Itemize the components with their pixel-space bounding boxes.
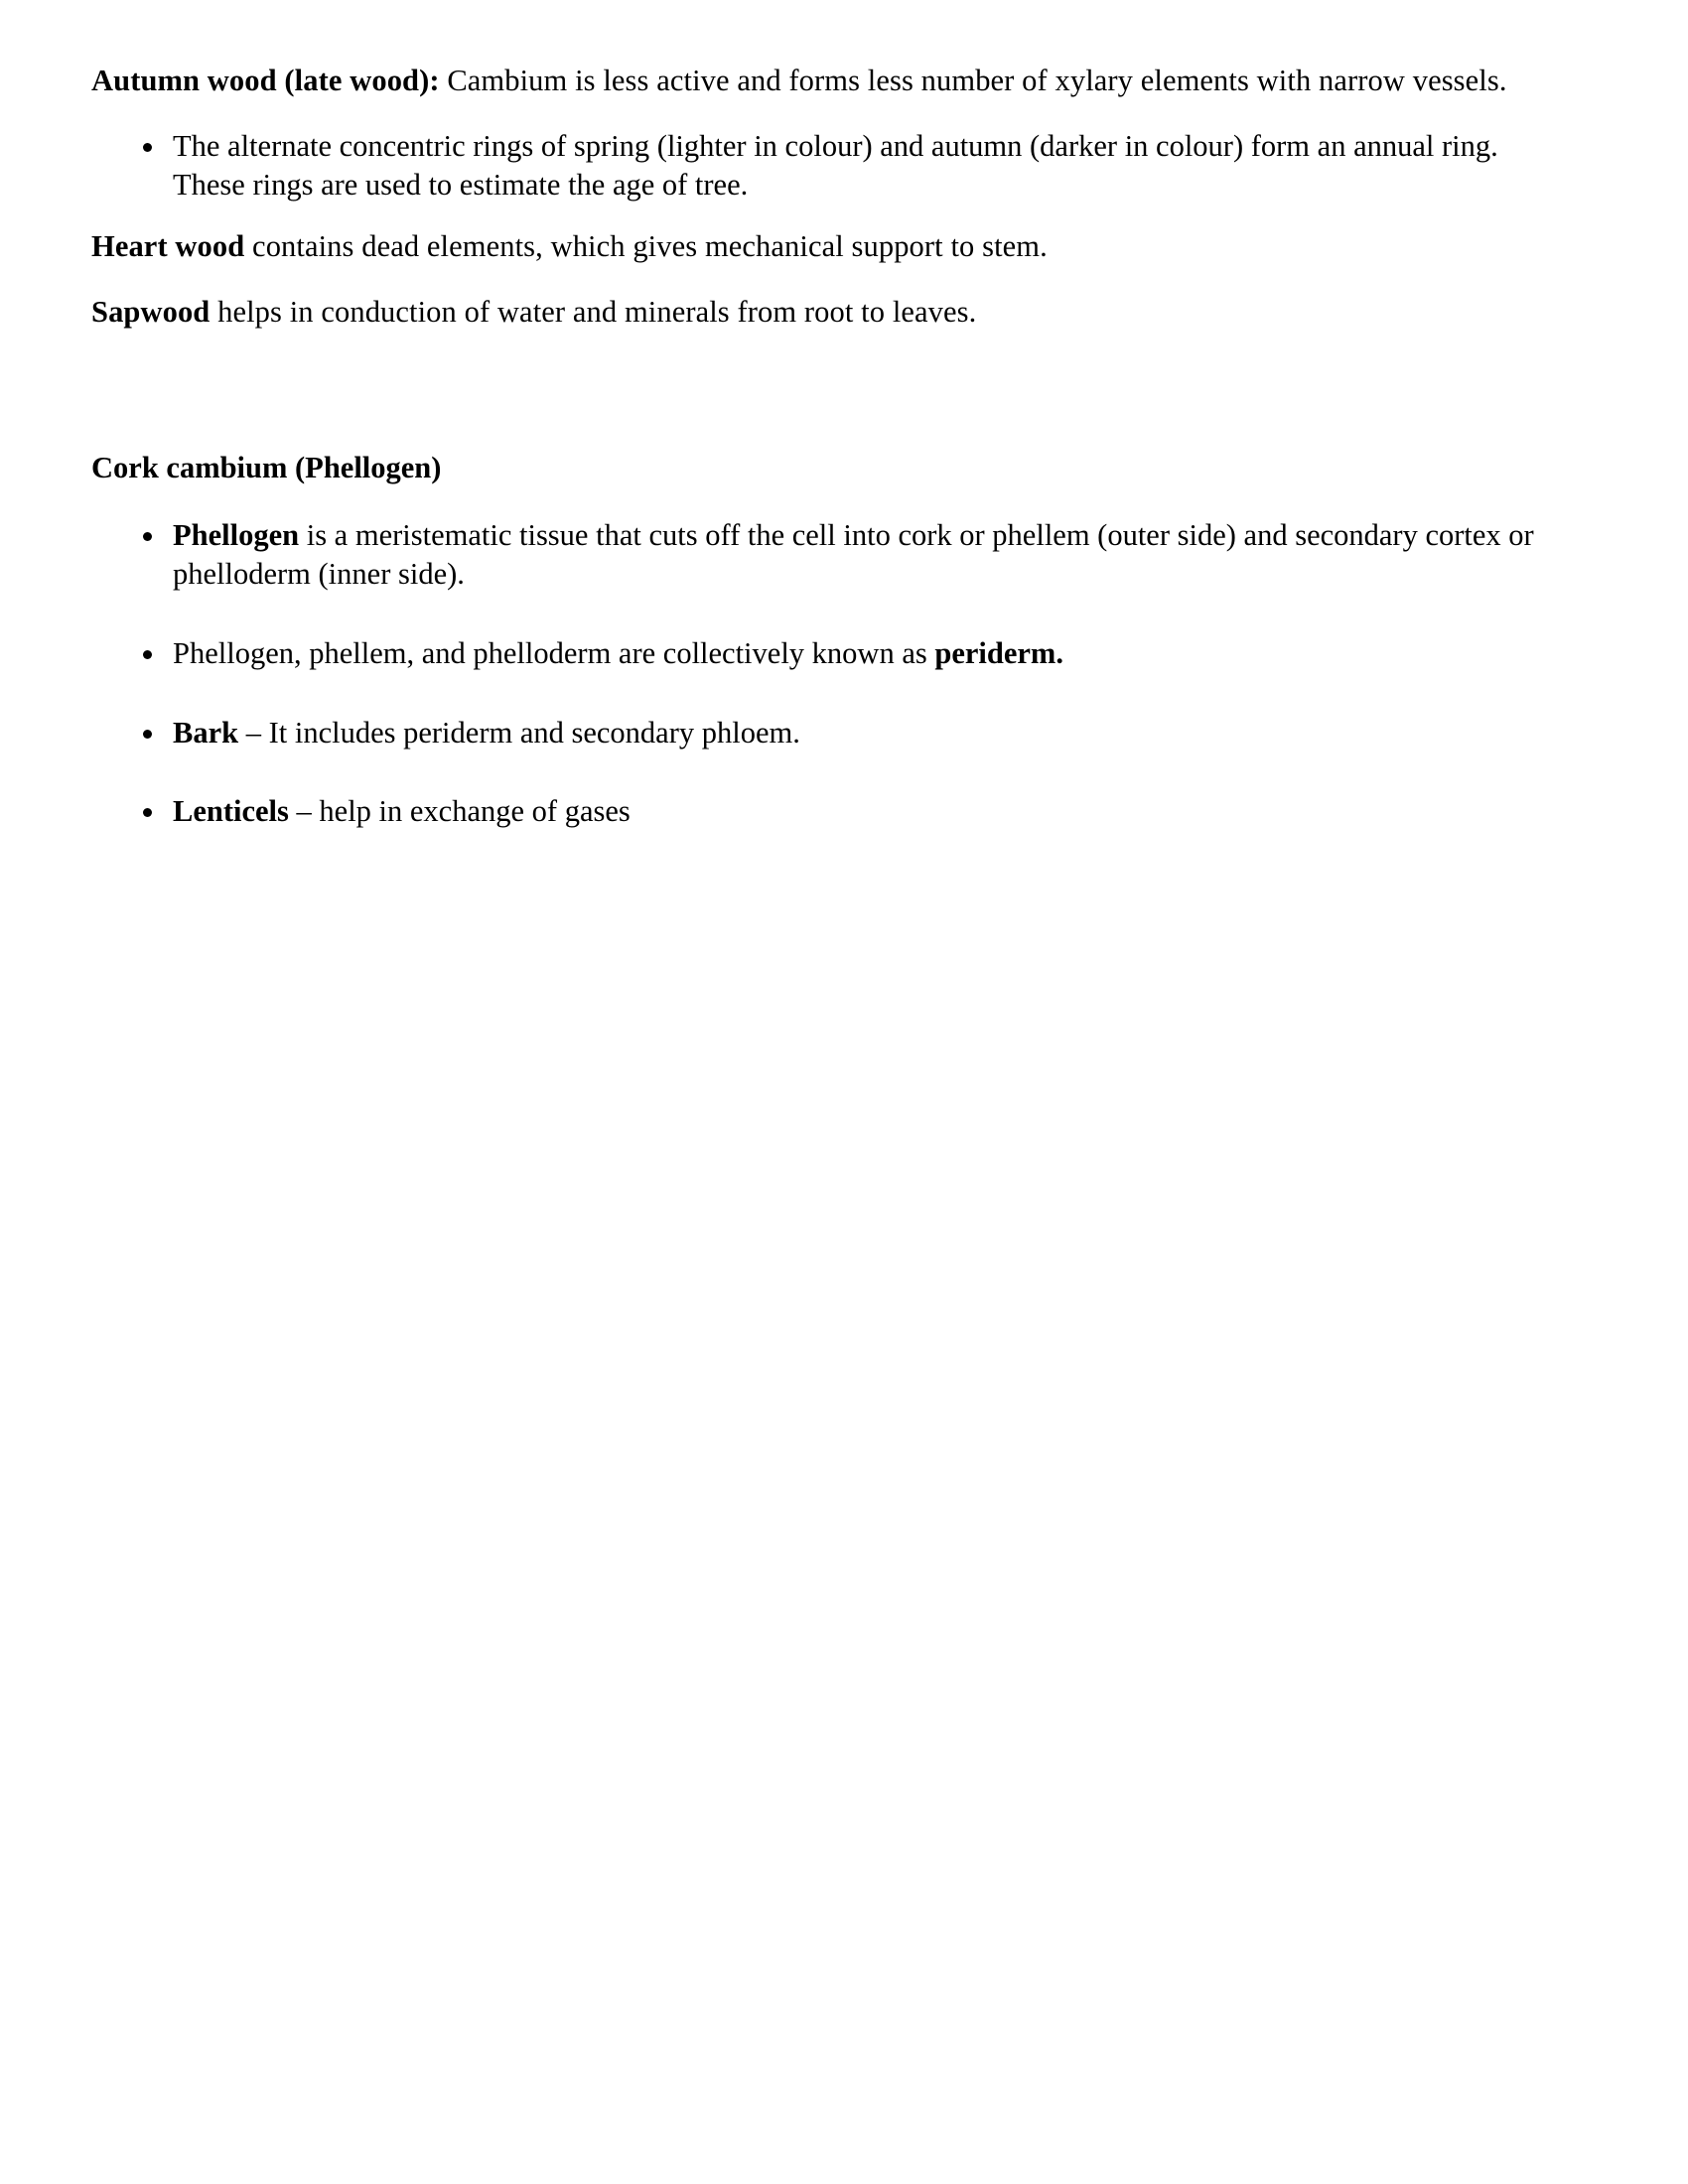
autumn-wood-term: Autumn wood (late wood): <box>91 64 440 97</box>
heart-wood-body: contains dead elements, which gives mechanical support to stem. <box>244 228 1048 263</box>
lenticels-term: Lenticels <box>173 794 289 829</box>
list-item <box>91 516 1571 595</box>
page-heading-cork-cambium: Cork cambium (Phellogen) <box>91 451 442 485</box>
sapwood-body: helps in conduction of water and minerals from root to leaves. <box>210 294 977 329</box>
phellogen-body: is a meristematic tissue that cuts off the cell into cork or phellem (outer side) and secondary cortex or phelloderm (inner side). <box>173 517 1534 592</box>
phellogen-item <box>173 516 1571 595</box>
lenticels-body: – help in exchange of gases <box>288 794 631 829</box>
paragraph-sapwood <box>91 293 1571 333</box>
phellogen-term: Phellogen <box>173 517 300 552</box>
paragraph-autumn-wood <box>91 62 1571 101</box>
bullet-dot-icon <box>143 730 152 739</box>
list-item <box>91 792 1571 832</box>
list-item <box>91 634 1571 674</box>
annual-ring-list <box>91 127 1571 205</box>
bullet-dot-icon <box>143 532 152 541</box>
list-item <box>91 127 1571 205</box>
document-content <box>91 62 1571 832</box>
bullet-dot-icon <box>143 650 152 659</box>
lenticels-item <box>173 792 1571 832</box>
periderm-term: periderm. <box>934 636 1063 671</box>
section-spacer <box>91 351 1571 449</box>
cork-cambium-list <box>91 516 1571 832</box>
heart-wood-term: Heart wood <box>91 228 245 263</box>
bark-item <box>173 714 1571 753</box>
list-item <box>91 714 1571 753</box>
periderm-item <box>173 634 1571 674</box>
bark-term: Bark <box>173 715 239 750</box>
bullet-dot-icon <box>143 808 152 817</box>
annual-ring-text: The alternate concentric rings of spring (lighter in colour) and autumn (darker in colour) form an annual ring. These rings are used to estimate the age of tree. <box>173 128 1498 203</box>
periderm-body: Phellogen, phellem, and phelloderm are collectively known as <box>173 636 935 671</box>
autumn-wood-body: Cambium is less active and forms less number of xylary elements with narrow vessels. <box>439 64 1507 97</box>
bullet-dot-icon <box>143 143 152 152</box>
bark-body: – It includes periderm and secondary phloem. <box>238 715 800 750</box>
sapwood-term: Sapwood <box>91 294 211 329</box>
paragraph-heart-wood <box>91 227 1571 267</box>
